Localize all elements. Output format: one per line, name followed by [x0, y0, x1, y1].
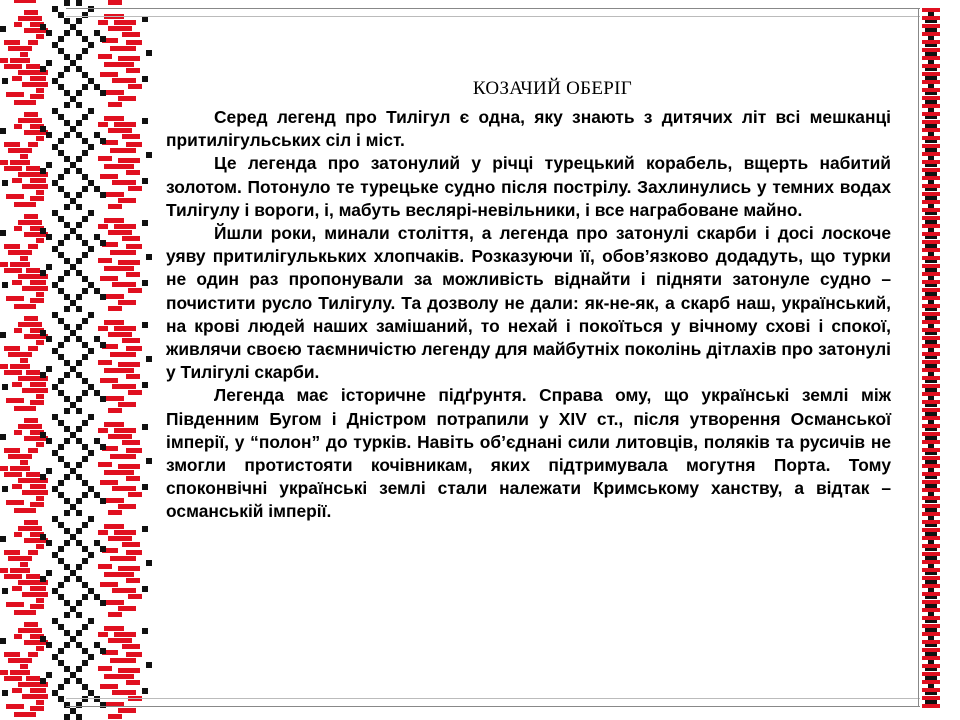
left-embroidery-border: [0, 0, 155, 720]
page-title: КОЗАЧИЙ ОБЕРІГ: [472, 78, 633, 99]
frame-right-line: [918, 8, 919, 707]
right-embroidery-border: [920, 0, 942, 720]
paragraph-3: Йшли роки, минали століття, а легенда про затонулі скарби і досі лоскоче уяву притилігулькьких хлопчаків. Розказуючи її, обов’язково додадуть, що турки не один раз пропонували за можливість віднайти і підняти затонуле судно – почистити русло Тилігулу. Та дозволу не дали: як-не-як, а скарб наш, український, на крові людей наших замішаний, то нехай і покоїться у вічному схові і спокої, живлячи своєю таємничістю легенду для майбутніх поколінь дітлахів про затонулі у Тилігулі скарби.: [166, 223, 891, 383]
frame-bottom-line: [66, 706, 920, 707]
frame-bottom-line-inner: [66, 698, 920, 699]
paragraph-1: Серед легенд про Тилігул є одна, яку знають з дитячих літ всі мешканці притилігульських сіл і міст.: [166, 107, 891, 151]
paragraph-2: Це легенда про затонулий у річці турецький корабель, вщерть набитий золотом. Потонуло те турецьке судно після пострілу. Захлинулись у темних водах Тилігулу і вороги, і, мабуть веслярі-невільники, і все награбоване майно.: [166, 153, 891, 220]
frame-top-line-inner: [66, 16, 920, 17]
legend-text-block: [166, 76, 891, 524]
paragraph-4: Легенда має історичне підґрунтя. Справа ому, що українські землі між Південним Бугом і Дністром потрапили у XIV ст., після утворення Османської імперії, у “полон” до турків. Навіть об’єднані сили литовців, поляків та русичів не змогли протистояти кочівникам, яких підтримувала могутня Порта. Тому споконвічні українські землі стали належати Кримському ханству, а відтак – османській імперії.: [166, 385, 891, 522]
frame-top-line: [66, 8, 920, 9]
